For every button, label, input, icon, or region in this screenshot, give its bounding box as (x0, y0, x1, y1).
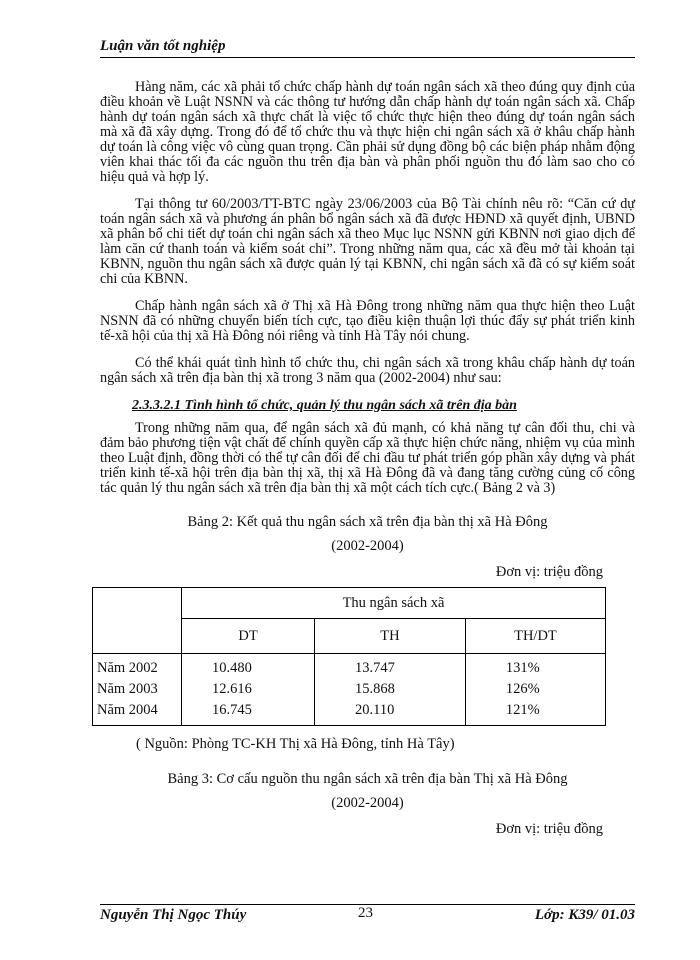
cell-th: 13.747 (315, 654, 466, 680)
table2-col-th: TH (315, 619, 466, 654)
paragraph-1: Hàng năm, các xã phải tổ chức chấp hành dự toán ngân sách xã theo đúng quy định của điều khoản về Luật NSNN và các thông tư hướng dẫn chấp hành dự toán ngân sách xã. Chấp hành dự toán ngân sách xã thực chất là việc tổ chức thực hiện theo đúng dự toán ngân sách mà xã đã xây dựng. Trong đó để tổ chức thu và thực hiện chi ngân sách xã ở khâu chấp hành dự toán là công việc vô cùng quan trọng. Cần phải sử dụng đồng bộ các biện pháp nhằm động viên khai thác tối đa các nguồn thu trên địa bàn và phân phối nguồn thu đó làm sao cho có hiệu quả và hợp lý. (100, 79, 635, 185)
cell-ratio: 131% (465, 654, 605, 680)
section-subheading: 2.3.3.2.1 Tình hình tổ chức, quản lý thu ngân sách xã trên địa bàn (132, 398, 517, 413)
paragraph-4: Có thể khái quát tình hình tổ chức thu, chi ngân sách xã trong khâu chấp hành dự toán ngân sách xã trên địa bàn thị xã trong 3 năm qua (2002-2004) như sau: (100, 355, 635, 386)
table2-source: ( Nguồn: Phòng TC-KH Thị xã Hà Đông, tỉnh Hà Tây) (136, 736, 455, 752)
table3-caption-line1: Bảng 3: Cơ cấu nguồn thu ngân sách xã trên địa bàn Thị xã Hà Đông (167, 771, 568, 787)
table-row (93, 654, 606, 680)
cell-ratio: 126% (465, 679, 605, 700)
footer-author: Nguyễn Thị Ngọc Thúy (100, 907, 247, 923)
table-row (93, 679, 606, 700)
table2-group-header: Thu ngân sách xã (182, 588, 606, 619)
cell-dt: 12.616 (182, 679, 315, 700)
table2-corner-cell (93, 588, 182, 654)
header-title: Luận văn tốt nghiệp (100, 38, 226, 54)
cell-dt: 10.480 (182, 654, 315, 680)
running-footer (100, 904, 635, 923)
table2 (92, 587, 606, 726)
table2-caption-line1: Bảng 2: Kết quả thu ngân sách xã trên địa bàn thị xã Hà Đông (187, 514, 548, 530)
cell-th: 15.868 (315, 679, 466, 700)
cell-dt: 16.745 (182, 700, 315, 726)
cell-th: 20.110 (315, 700, 466, 726)
footer-class: Lớp: K39/ 01.03 (534, 907, 635, 923)
table-row (93, 700, 606, 726)
table2-col-dt: DT (182, 619, 315, 654)
paragraph-5: Trong những năm qua, để ngân sách xã đủ mạnh, có khả năng tự cân đối thu, chi và đảm bảo phương tiện vật chất để chính quyền cấp xã thực hiện chức năng, nhiệm vụ của mình theo Luật định, đồng thời có thể tự cân đối để chi đầu tư phát triển góp phần xây dựng và phát triển kinh tế-xã hội trên địa bàn thị xã, thị xã Hà Đông đã và đang tăng cường củng cố công tác quản lý thu ngân sách xã trên địa bàn thị xã một cách tích cực.( Bảng 2 và 3) (100, 420, 635, 496)
paragraph-3: Chấp hành ngân sách xã ở Thị xã Hà Đông trong những năm qua thực hiện theo Luật NSNN đã có những chuyển biến tích cực, tạo điều kiện thuận lợi thúc đẩy sự phát triển kinh tế-xã hội của thị xã Hà Đông nói riêng và tỉnh Hà Tây nói chung. (100, 298, 635, 344)
page-body (97, 79, 635, 838)
table3-caption-line2: (2002-2004) (331, 795, 404, 811)
row-label: Năm 2004 (93, 700, 182, 726)
running-header (100, 38, 635, 58)
table2-caption (100, 510, 635, 558)
row-label: Năm 2002 (93, 654, 182, 680)
row-label: Năm 2003 (93, 679, 182, 700)
paragraph-2: Tại thông tư 60/2003/TT-BTC ngày 23/06/2003 của Bộ Tài chính nêu rõ: “Căn cứ dự toán ngân sách xã và phương án phân bổ ngân sách xã đã được HĐND xã quyết định, UBND xã phân bổ chi tiết dự toán chi ngân sách xã theo Mục lục NSNN gửi KBNN nơi giao dịch để làm căn cứ thanh toán và kiểm soát chi”. Trong những năm qua, các xã đều mở tài khoản tại KBNN, nguồn thu ngân sách xã được quản lý tại KBNN, chi ngân sách xã đã có sự kiểm soát chi của KBNN. (100, 196, 635, 287)
page-number: 23 (358, 905, 373, 921)
table3-unit: Đơn vị: triệu đồng (495, 821, 603, 837)
table2-unit: Đơn vị: triệu đồng (495, 564, 603, 580)
table2-caption-line2: (2002-2004) (331, 538, 404, 554)
cell-ratio: 121% (465, 700, 605, 726)
table3-caption (100, 767, 635, 815)
table2-col-ratio: TH/DT (465, 619, 605, 654)
